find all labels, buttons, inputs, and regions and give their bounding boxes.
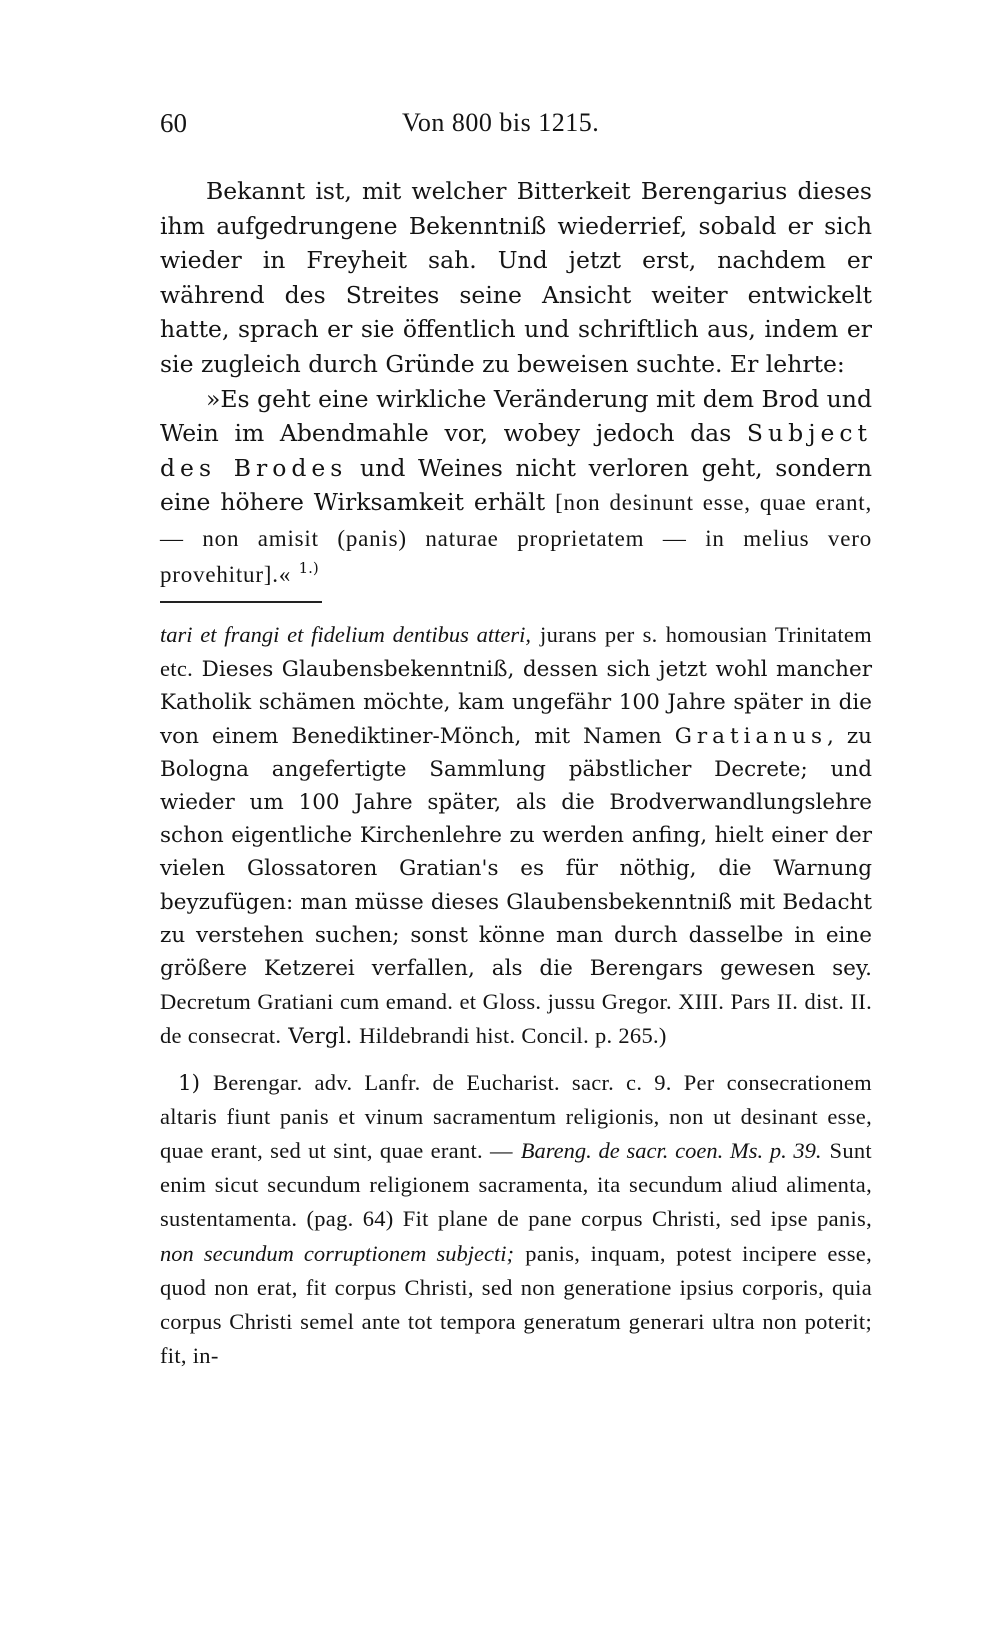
footnote-latin-text: Berengar. adv. Lanfr. de Eucharist. sacr. c. 9. Per consecrationem altaris fiunt panis et vinum sacramentum religionis, non ut desinant esse, quae erant, sed ut sint, quae erant. —: [160, 1069, 872, 1164]
quote-latin: [non desinunt esse, quae erant, — non amisit (panis) naturae proprietatem — in melius vero provehitur].«: [160, 490, 872, 587]
footnote-italic-text: tari et frangi et fidelium dentibus atteri,: [160, 622, 532, 647]
running-head: Von 800 bis 1215.: [402, 108, 600, 137]
footnote-latin-text: panis, inquam, potest incipere esse, quod non erat, fit corpus Christi, sed non generatione ipsius corporis, quia corpus Christi semel ante tot tempora generatum generari ultra non poterit; fit, in-: [160, 1240, 872, 1369]
quotation-paragraph: [160, 382, 872, 593]
footnote-spaced-name: Gratianus: [674, 723, 828, 749]
page-number: 60: [160, 108, 187, 138]
footnote-text: Dieses Glaubensbekenntniß, dessen sich jetzt wohl mancher Katholik schämen möchte, kam ungefähr 100 Jahre später in die von einem Benediktiner-Mönch, mit Namen: [160, 657, 872, 749]
quote-spaced-term: des Brodes: [160, 453, 348, 482]
quote-text: »Es geht eine wirkliche Veränderung mit dem Brod und Wein im Abendmahle vor, wobey jedoch das: [160, 384, 872, 448]
footnote-italic-text: Bareng. de sacr. coen. Ms. p. 39.: [520, 1138, 822, 1164]
footnote-text: Vergl.: [288, 1024, 353, 1050]
page-header: [160, 108, 880, 148]
footnote-latin-text: jurans per s. homousian Trinitatem etc.: [160, 622, 872, 682]
footnote-text: , zu Bologna angefertigte Sammlung päbstlicher Decrete; und wieder um 100 Jahre später, als die Brodverwandlungslehre schon eigentliche Kirchenlehre zu werden anfing, hielt einer der vielen Glossatoren Gratian's es für nöthig, die Warnung beyzufügen: man müsse dieses Glaubensbekenntniß mit Bedacht zu verstehen suchen; sonst könne man durch dasselbe in eine größere Ketzerei verfallen, als die Berengars gewesen sey.: [160, 723, 873, 982]
quote-spaced-term: Subject: [746, 419, 872, 448]
quote-text: und Weines nicht verloren geht, sondern eine höhere Wirksamkeit erhält: [160, 453, 872, 517]
footnote-reference: 1.): [298, 558, 319, 577]
footnote-separator: [160, 601, 322, 603]
footnotes: [160, 618, 872, 1373]
footnote-1: [160, 1066, 872, 1374]
paragraph: Bekannt ist, mit welcher Bitterkeit Berengarius dieses ihm aufgedrungene Bekenntniß wiederrief, sobald er sich wieder in Freyheit sah. Und jetzt erst, nachdem er während des Streites seine Ansicht weiter entwickelt hatte, sprach er sie öffentlich und schriftlich aus, indem er sie zugleich durch Gründe zu beweisen suchte. Er lehrte:: [160, 177, 872, 378]
footnote-marker: 1): [178, 1070, 201, 1096]
footnote-latin-text: Sunt enim sicut secundum religionem sacramenta, ita secundum aliud alimenta, sustentamenta. (pag. 64) Fit plane de pane corpus Christi, sed ipse panis,: [160, 1138, 872, 1232]
main-text: [160, 174, 872, 592]
footnote-latin-text: Hildebrandi hist. Concil. p. 265.): [359, 1023, 667, 1049]
footnote-italic-text: non secundum corruptionem subjecti;: [160, 1240, 514, 1266]
footnote-latin-text: Decretum Gratiani cum emand. et Gloss. jussu Gregor. XIII. Pars II. dist. II. de consecrat.: [160, 989, 872, 1049]
footnote-continuation: [160, 618, 872, 1054]
